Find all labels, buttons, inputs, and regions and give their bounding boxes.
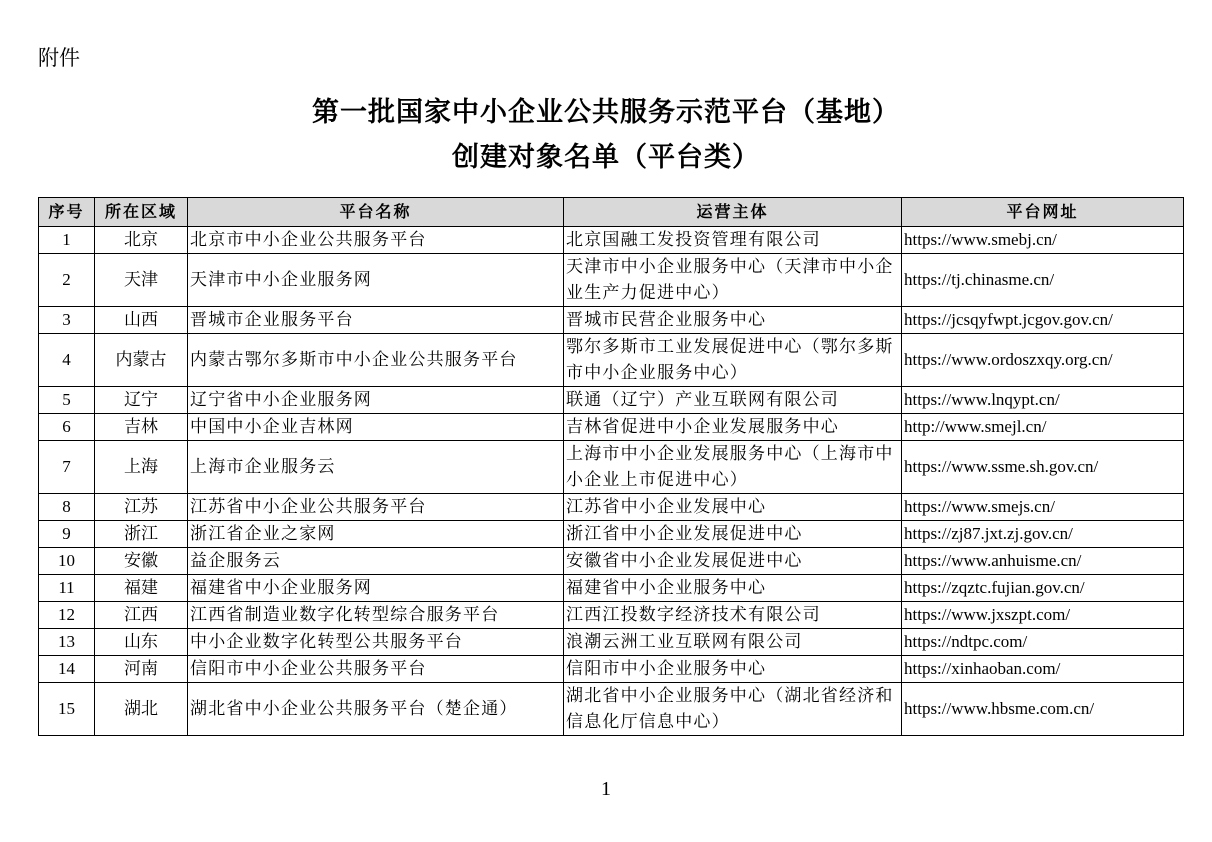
row-number: 5 [39,387,95,414]
row-number: 3 [39,307,95,334]
row-number: 14 [39,656,95,683]
row-platform-url: https://www.smebj.cn/ [902,227,1184,254]
row-region: 河南 [95,656,188,683]
table-row [39,602,1184,629]
row-region: 山西 [95,307,188,334]
row-operator: 江苏省中小企业发展中心 [564,494,902,521]
row-platform-url: http://www.smejl.cn/ [902,414,1184,441]
row-operator: 北京国融工发投资管理有限公司 [564,227,902,254]
column-header-no: 序号 [39,198,95,227]
column-header-url: 平台网址 [902,198,1184,227]
table-row [39,494,1184,521]
row-operator: 联通（辽宁）产业互联网有限公司 [564,387,902,414]
document-title-line-1: 第一批国家中小企业公共服务示范平台（基地） [312,97,900,128]
row-number: 2 [39,254,95,307]
row-platform-url: https://www.ordoszxqy.org.cn/ [902,334,1184,387]
row-region: 江苏 [95,494,188,521]
row-operator: 浙江省中小企业发展促进中心 [564,521,902,548]
row-number: 7 [39,441,95,494]
row-region: 湖北 [95,683,188,736]
row-number: 4 [39,334,95,387]
row-platform-name: 天津市中小企业服务网 [188,254,564,307]
row-number: 10 [39,548,95,575]
table-header-row [39,198,1184,227]
row-platform-url: https://www.ssme.sh.gov.cn/ [902,441,1184,494]
platform-list-table [38,197,1184,736]
table-row [39,548,1184,575]
table-row [39,575,1184,602]
row-region: 北京 [95,227,188,254]
row-platform-name: 益企服务云 [188,548,564,575]
row-platform-name: 中小企业数字化转型公共服务平台 [188,629,564,656]
row-region: 浙江 [95,521,188,548]
row-platform-url: https://www.anhuisme.cn/ [902,548,1184,575]
row-platform-url: https://www.jxszpt.com/ [902,602,1184,629]
table-row [39,334,1184,387]
row-platform-url: https://tj.chinasme.cn/ [902,254,1184,307]
row-platform-name: 江苏省中小企业公共服务平台 [188,494,564,521]
row-operator: 浪潮云洲工业互联网有限公司 [564,629,902,656]
row-number: 11 [39,575,95,602]
table-row [39,441,1184,494]
row-region: 福建 [95,575,188,602]
table-row [39,307,1184,334]
row-region: 江西 [95,602,188,629]
column-header-platform: 平台名称 [188,198,564,227]
row-platform-name: 福建省中小企业服务网 [188,575,564,602]
table-row [39,254,1184,307]
row-number: 12 [39,602,95,629]
row-platform-url: https://www.smejs.cn/ [902,494,1184,521]
page-number: 1 [601,778,611,800]
table-row [39,629,1184,656]
row-region: 内蒙古 [95,334,188,387]
table-body [39,227,1184,736]
row-platform-url: https://jcsqyfwpt.jcgov.gov.cn/ [902,307,1184,334]
row-platform-url: https://ndtpc.com/ [902,629,1184,656]
row-region: 山东 [95,629,188,656]
row-platform-name: 北京市中小企业公共服务平台 [188,227,564,254]
row-platform-name: 江西省制造业数字化转型综合服务平台 [188,602,564,629]
row-region: 辽宁 [95,387,188,414]
row-platform-url: https://www.hbsme.com.cn/ [902,683,1184,736]
table-row [39,521,1184,548]
row-operator: 上海市中小企业发展服务中心（上海市中小企业上市促进中心） [564,441,902,494]
row-platform-url: https://xinhaoban.com/ [902,656,1184,683]
row-region: 上海 [95,441,188,494]
row-region: 吉林 [95,414,188,441]
document-title-line-2: 创建对象名单（平台类） [452,142,760,173]
row-operator: 鄂尔多斯市工业发展促进中心（鄂尔多斯市中小企业服务中心） [564,334,902,387]
row-operator: 信阳市中小企业服务中心 [564,656,902,683]
row-operator: 湖北省中小企业服务中心（湖北省经济和信息化厅信息中心） [564,683,902,736]
row-operator: 安徽省中小企业发展促进中心 [564,548,902,575]
row-region: 天津 [95,254,188,307]
column-header-operator: 运营主体 [564,198,902,227]
row-platform-name: 中国中小企业吉林网 [188,414,564,441]
table-row [39,414,1184,441]
table-row [39,387,1184,414]
row-number: 13 [39,629,95,656]
row-platform-name: 信阳市中小企业公共服务平台 [188,656,564,683]
row-operator: 江西江投数字经济技术有限公司 [564,602,902,629]
table-row [39,227,1184,254]
row-number: 8 [39,494,95,521]
row-number: 15 [39,683,95,736]
row-platform-url: https://www.lnqypt.cn/ [902,387,1184,414]
row-number: 9 [39,521,95,548]
row-operator: 吉林省促进中小企业发展服务中心 [564,414,902,441]
row-platform-name: 内蒙古鄂尔多斯市中小企业公共服务平台 [188,334,564,387]
row-number: 6 [39,414,95,441]
row-region: 安徽 [95,548,188,575]
row-platform-name: 上海市企业服务云 [188,441,564,494]
table-row [39,656,1184,683]
row-operator: 晋城市民营企业服务中心 [564,307,902,334]
row-platform-name: 晋城市企业服务平台 [188,307,564,334]
row-operator: 福建省中小企业服务中心 [564,575,902,602]
row-platform-name: 浙江省企业之家网 [188,521,564,548]
row-operator: 天津市中小企业服务中心（天津市中小企业生产力促进中心） [564,254,902,307]
row-platform-name: 湖北省中小企业公共服务平台（楚企通） [188,683,564,736]
row-platform-url: https://zqztc.fujian.gov.cn/ [902,575,1184,602]
row-number: 1 [39,227,95,254]
attachment-label: 附件 [38,46,80,70]
table-row [39,683,1184,736]
row-platform-name: 辽宁省中小企业服务网 [188,387,564,414]
column-header-region: 所在区域 [95,198,188,227]
row-platform-url: https://zj87.jxt.zj.gov.cn/ [902,521,1184,548]
